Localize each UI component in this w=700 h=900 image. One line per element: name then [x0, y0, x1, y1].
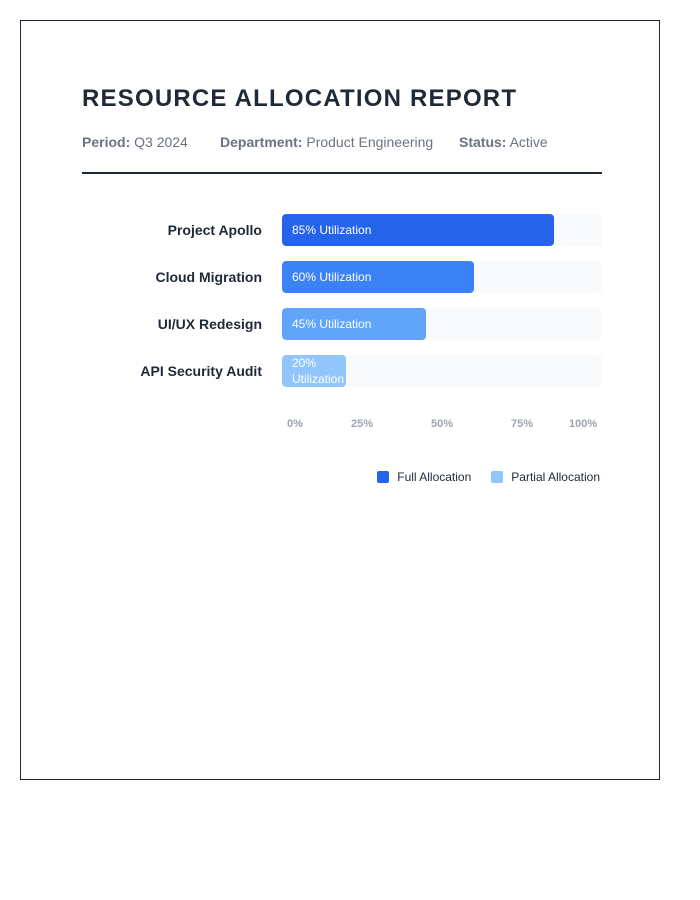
x-axis: [282, 418, 602, 434]
bar-data-label: 60% Utilization: [292, 270, 372, 284]
chart-legend: [357, 470, 600, 484]
x-tick-label: 75%: [511, 418, 534, 430]
utilization-chart: [82, 214, 602, 434]
category-label: Cloud Migration: [155, 269, 262, 285]
meta-status: [459, 134, 548, 150]
bar-track: [282, 355, 602, 387]
bar-data-label: 20% Utilization: [292, 356, 345, 386]
x-tick-label: 100%: [569, 418, 598, 430]
report-page: [20, 20, 660, 780]
meta-period: [82, 134, 188, 150]
category-label: UI/UX Redesign: [157, 316, 262, 332]
legend-item: [491, 470, 600, 484]
x-tick-label: 0%: [287, 418, 303, 430]
meta-period-value: Q3 2024: [134, 134, 188, 150]
category-label: API Security Audit: [140, 363, 262, 379]
meta-department-label: Department:: [220, 134, 303, 150]
bar-data-label: 85% Utilization: [292, 223, 372, 237]
legend-swatch: [377, 471, 389, 483]
legend-label: Partial Allocation: [511, 470, 600, 484]
legend-item: [377, 470, 471, 484]
category-label: Project Apollo: [167, 222, 262, 238]
bar-track: [282, 308, 602, 340]
header-divider: [82, 172, 602, 174]
bar-row: [82, 355, 602, 387]
legend-swatch: [491, 471, 503, 483]
meta-period-label: Period:: [82, 134, 131, 150]
bar-row: [82, 261, 602, 293]
meta-status-value: Active: [509, 134, 548, 150]
meta-status-label: Status:: [459, 134, 507, 150]
bar: [282, 355, 346, 387]
x-tick-label: 25%: [351, 418, 374, 430]
bar: [282, 308, 426, 340]
bar-row: [82, 308, 602, 340]
meta-department: [220, 134, 433, 150]
bar-row: [82, 214, 602, 246]
bar-data-label: 45% Utilization: [292, 317, 372, 331]
bar-track: [282, 214, 602, 246]
bar: [282, 214, 554, 246]
report-title: RESOURCE ALLOCATION REPORT: [82, 85, 518, 112]
meta-department-value: Product Engineering: [306, 134, 434, 150]
x-tick-label: 50%: [431, 418, 454, 430]
bar: [282, 261, 474, 293]
bar-track: [282, 261, 602, 293]
legend-label: Full Allocation: [397, 470, 472, 484]
